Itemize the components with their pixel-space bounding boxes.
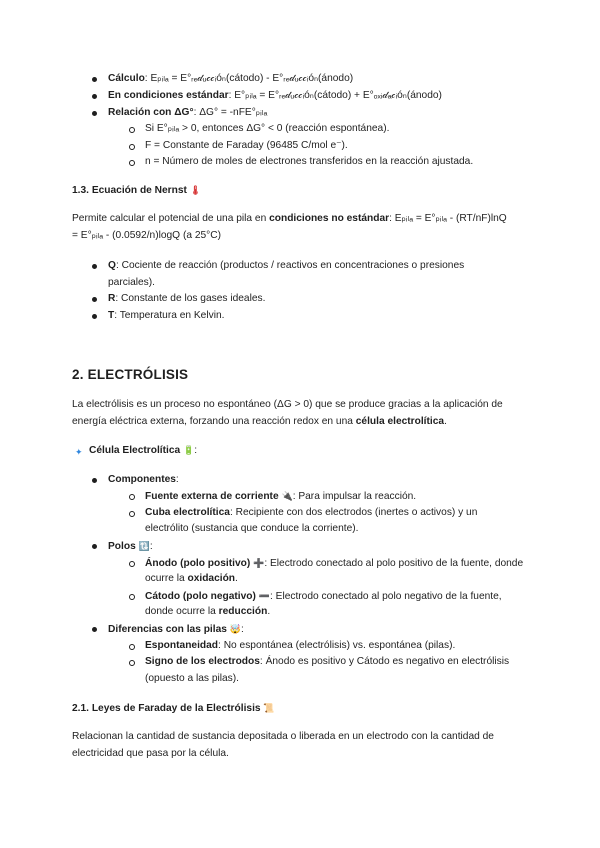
electrolisis-intro-line-2: [72, 414, 447, 431]
battery-icon: 🔋: [183, 445, 195, 455]
list-item-q: [108, 258, 464, 275]
q-text: : Cociente de reacción (productos / reactivos en concentraciones o presiones: [115, 260, 465, 271]
r-label: R: [108, 293, 116, 304]
bullet-dot: [92, 94, 97, 99]
polos-item: [108, 538, 153, 556]
bullet-dot: [92, 264, 97, 269]
r-text: : Constante de los gases ideales.: [115, 293, 266, 304]
signo-label: Signo de los electrodos: [145, 656, 260, 667]
componentes-item: [108, 472, 179, 489]
catodo-label: Cátodo (polo negativo): [145, 591, 256, 602]
nernst-paragraph-line-1: [72, 211, 507, 228]
diferencias-label: Diferencias con las pilas: [108, 624, 227, 635]
relacion-label: Relación con ΔG°: [108, 107, 194, 118]
catodo-text: : Electrodo conectado al polo negativo de la fuente,: [269, 591, 502, 602]
bullet-dot: [92, 544, 97, 549]
plug-icon: 🔌: [281, 491, 293, 501]
nernst-text: Permite calcular el potencial de una pila en: [72, 213, 270, 224]
list-item-r: [108, 291, 265, 308]
t-text: : Temperatura en Kelvin.: [114, 310, 225, 321]
anodo-cont-text: ocurre la: [145, 573, 188, 584]
sub-item: F = Constante de Faraday (96485 C/mol e⁻).: [145, 140, 348, 151]
list-item-estandar: [108, 88, 442, 105]
bullet-dot: [92, 627, 97, 632]
polos-colon: :: [149, 541, 153, 552]
q-label: Q: [108, 260, 116, 271]
anodo-text: : Electrodo conectado al polo positivo de la fuente, donde: [264, 558, 524, 569]
arrows-icon: 🔃: [138, 541, 150, 551]
reduccion-bold: reducción: [218, 606, 268, 617]
sub-bullet-ring: [129, 644, 135, 650]
sub-item: n = Número de moles de electrones transferidos en la reacción ajustada.: [145, 156, 474, 167]
fuente-text: : Para impulsar la reacción.: [292, 491, 417, 502]
list-item-relacion: [108, 105, 267, 122]
espontaneidad-item: [145, 638, 455, 655]
calculo-text: : Eₚᵢₗₐ = E°ᵣₑ𝒹ᵤ𝒸𝒸ᵢóₙ(cátodo) - E°ᵣₑ𝒹ᵤ𝒸𝒸ᵢóₙ(ánodo): [144, 73, 354, 84]
sub-bullet-ring: [129, 660, 135, 666]
electrolisis-intro-line-1: La electrólisis es un proceso no espontáneo (ΔG > 0) que se produce gracias a la aplicación de: [72, 399, 503, 410]
componentes-colon: :: [175, 474, 179, 485]
section-21-title: 2.1. Leyes de Faraday de la Electrólisis: [72, 703, 261, 714]
catodo-cont-text: donde ocurre la: [145, 606, 219, 617]
espontaneidad-text: : No espontánea (electrólisis) vs. espontánea (pilas).: [218, 640, 456, 651]
nernst-paragraph-line-2: = E°ₚᵢₗₐ - (0.0592/n)logQ (a 25°C): [72, 230, 221, 241]
diamond-bullet-icon: ✦: [75, 447, 83, 457]
relacion-text: : ΔG° = -nFE°ₚᵢₗₐ: [193, 107, 268, 118]
bullet-dot: [92, 478, 97, 483]
section-2-title: 2. ELECTRÓLISIS: [72, 367, 189, 382]
anodo-label: Ánodo (polo positivo): [145, 558, 251, 569]
oxidacion-bold: oxidación: [187, 573, 236, 584]
list-item-calculo: [108, 71, 353, 88]
faraday-paragraph-line-1: Relacionan la cantidad de sustancia depositada o liberada en un electrodo con la cantidad de: [72, 731, 494, 742]
estandar-text: : E°ₚᵢₗₐ = E°ᵣₑ𝒹ᵤ𝒸𝒸ᵢóₙ(cátodo) + E°ₒₓᵢ𝒹ₐ𝒸ᵢóₙ(ánodo): [228, 90, 442, 101]
celula-colon: :: [194, 445, 198, 456]
catodo-cont-end: .: [267, 606, 271, 617]
thermometer-icon: 🌡: [189, 185, 202, 195]
anodo-cont: [145, 571, 238, 588]
componentes-label: Componentes: [108, 474, 176, 485]
calculo-label: Cálculo: [108, 73, 145, 84]
list-item-t: [108, 308, 224, 325]
diferencias-item: [108, 621, 244, 639]
intro-bold: célula electrolítica: [355, 416, 445, 427]
signo-text: : Ánodo es positivo y Cátodo es negativo en electrólisis: [259, 656, 510, 667]
cuba-cont: electrólito (sustancia que conduce la corriente).: [145, 523, 359, 534]
anodo-cont-end: .: [235, 573, 238, 584]
sub-bullet-ring: [129, 594, 135, 600]
sub-bullet-ring: [129, 494, 135, 500]
exploding-head-icon: 🤯: [229, 624, 241, 634]
section-21-heading: [72, 700, 275, 718]
fuente-label: Fuente externa de corriente: [145, 491, 279, 502]
estandar-label: En condiciones estándar: [108, 90, 229, 101]
section-13-title: 1.3. Ecuación de Nernst: [72, 185, 187, 196]
bullet-dot: [92, 111, 97, 116]
sub-item: Si E°ₚᵢₗₐ > 0, entonces ΔG° < 0 (reacción espontánea).: [145, 123, 390, 134]
plus-icon: ➕: [253, 558, 265, 568]
signo-cont: (opuesto a las pilas).: [145, 673, 240, 684]
sub-bullet-ring: [129, 511, 135, 517]
bullet-dot: [92, 297, 97, 302]
scroll-icon: 📜: [263, 703, 275, 713]
cuba-text: : Recipiente con dos electrodos (inertes o activos) y un: [229, 507, 478, 518]
nernst-bold: condiciones no estándar: [269, 213, 390, 224]
sub-bullet-ring: [129, 561, 135, 567]
celula-label: Célula Electrolítica: [89, 445, 181, 456]
fuente-item: [145, 488, 416, 506]
sub-bullet-ring: [129, 144, 135, 150]
sub-bullet-ring: [129, 160, 135, 166]
intro-end: .: [444, 416, 447, 427]
cuba-item: [145, 505, 477, 522]
sub-bullet-ring: [129, 127, 135, 133]
espontaneidad-label: Espontaneidad: [145, 640, 219, 651]
nernst-formula: : Eₚᵢₗₐ = E°ₚᵢₗₐ - (RT/nF)lnQ: [389, 213, 507, 224]
list-item-q-cont: parciales).: [108, 277, 155, 288]
bullet-dot: [92, 77, 97, 82]
anodo-item: [145, 555, 523, 573]
intro-text: energía eléctrica externa, forzando una reacción redox en una: [72, 416, 356, 427]
signo-item: [145, 654, 509, 671]
diferencias-colon: :: [240, 624, 244, 635]
polos-label: Polos: [108, 541, 136, 552]
t-label: T: [108, 310, 115, 321]
catodo-cont: [145, 604, 270, 621]
section-13-heading: [72, 182, 201, 200]
bullet-dot: [92, 314, 97, 319]
cuba-label: Cuba electrolítica: [145, 507, 230, 518]
minus-icon: ➖: [258, 591, 270, 601]
catodo-item: [145, 588, 502, 606]
faraday-paragraph-line-2: electricidad que pasa por la célula.: [72, 748, 229, 759]
celula-heading: [89, 442, 197, 460]
